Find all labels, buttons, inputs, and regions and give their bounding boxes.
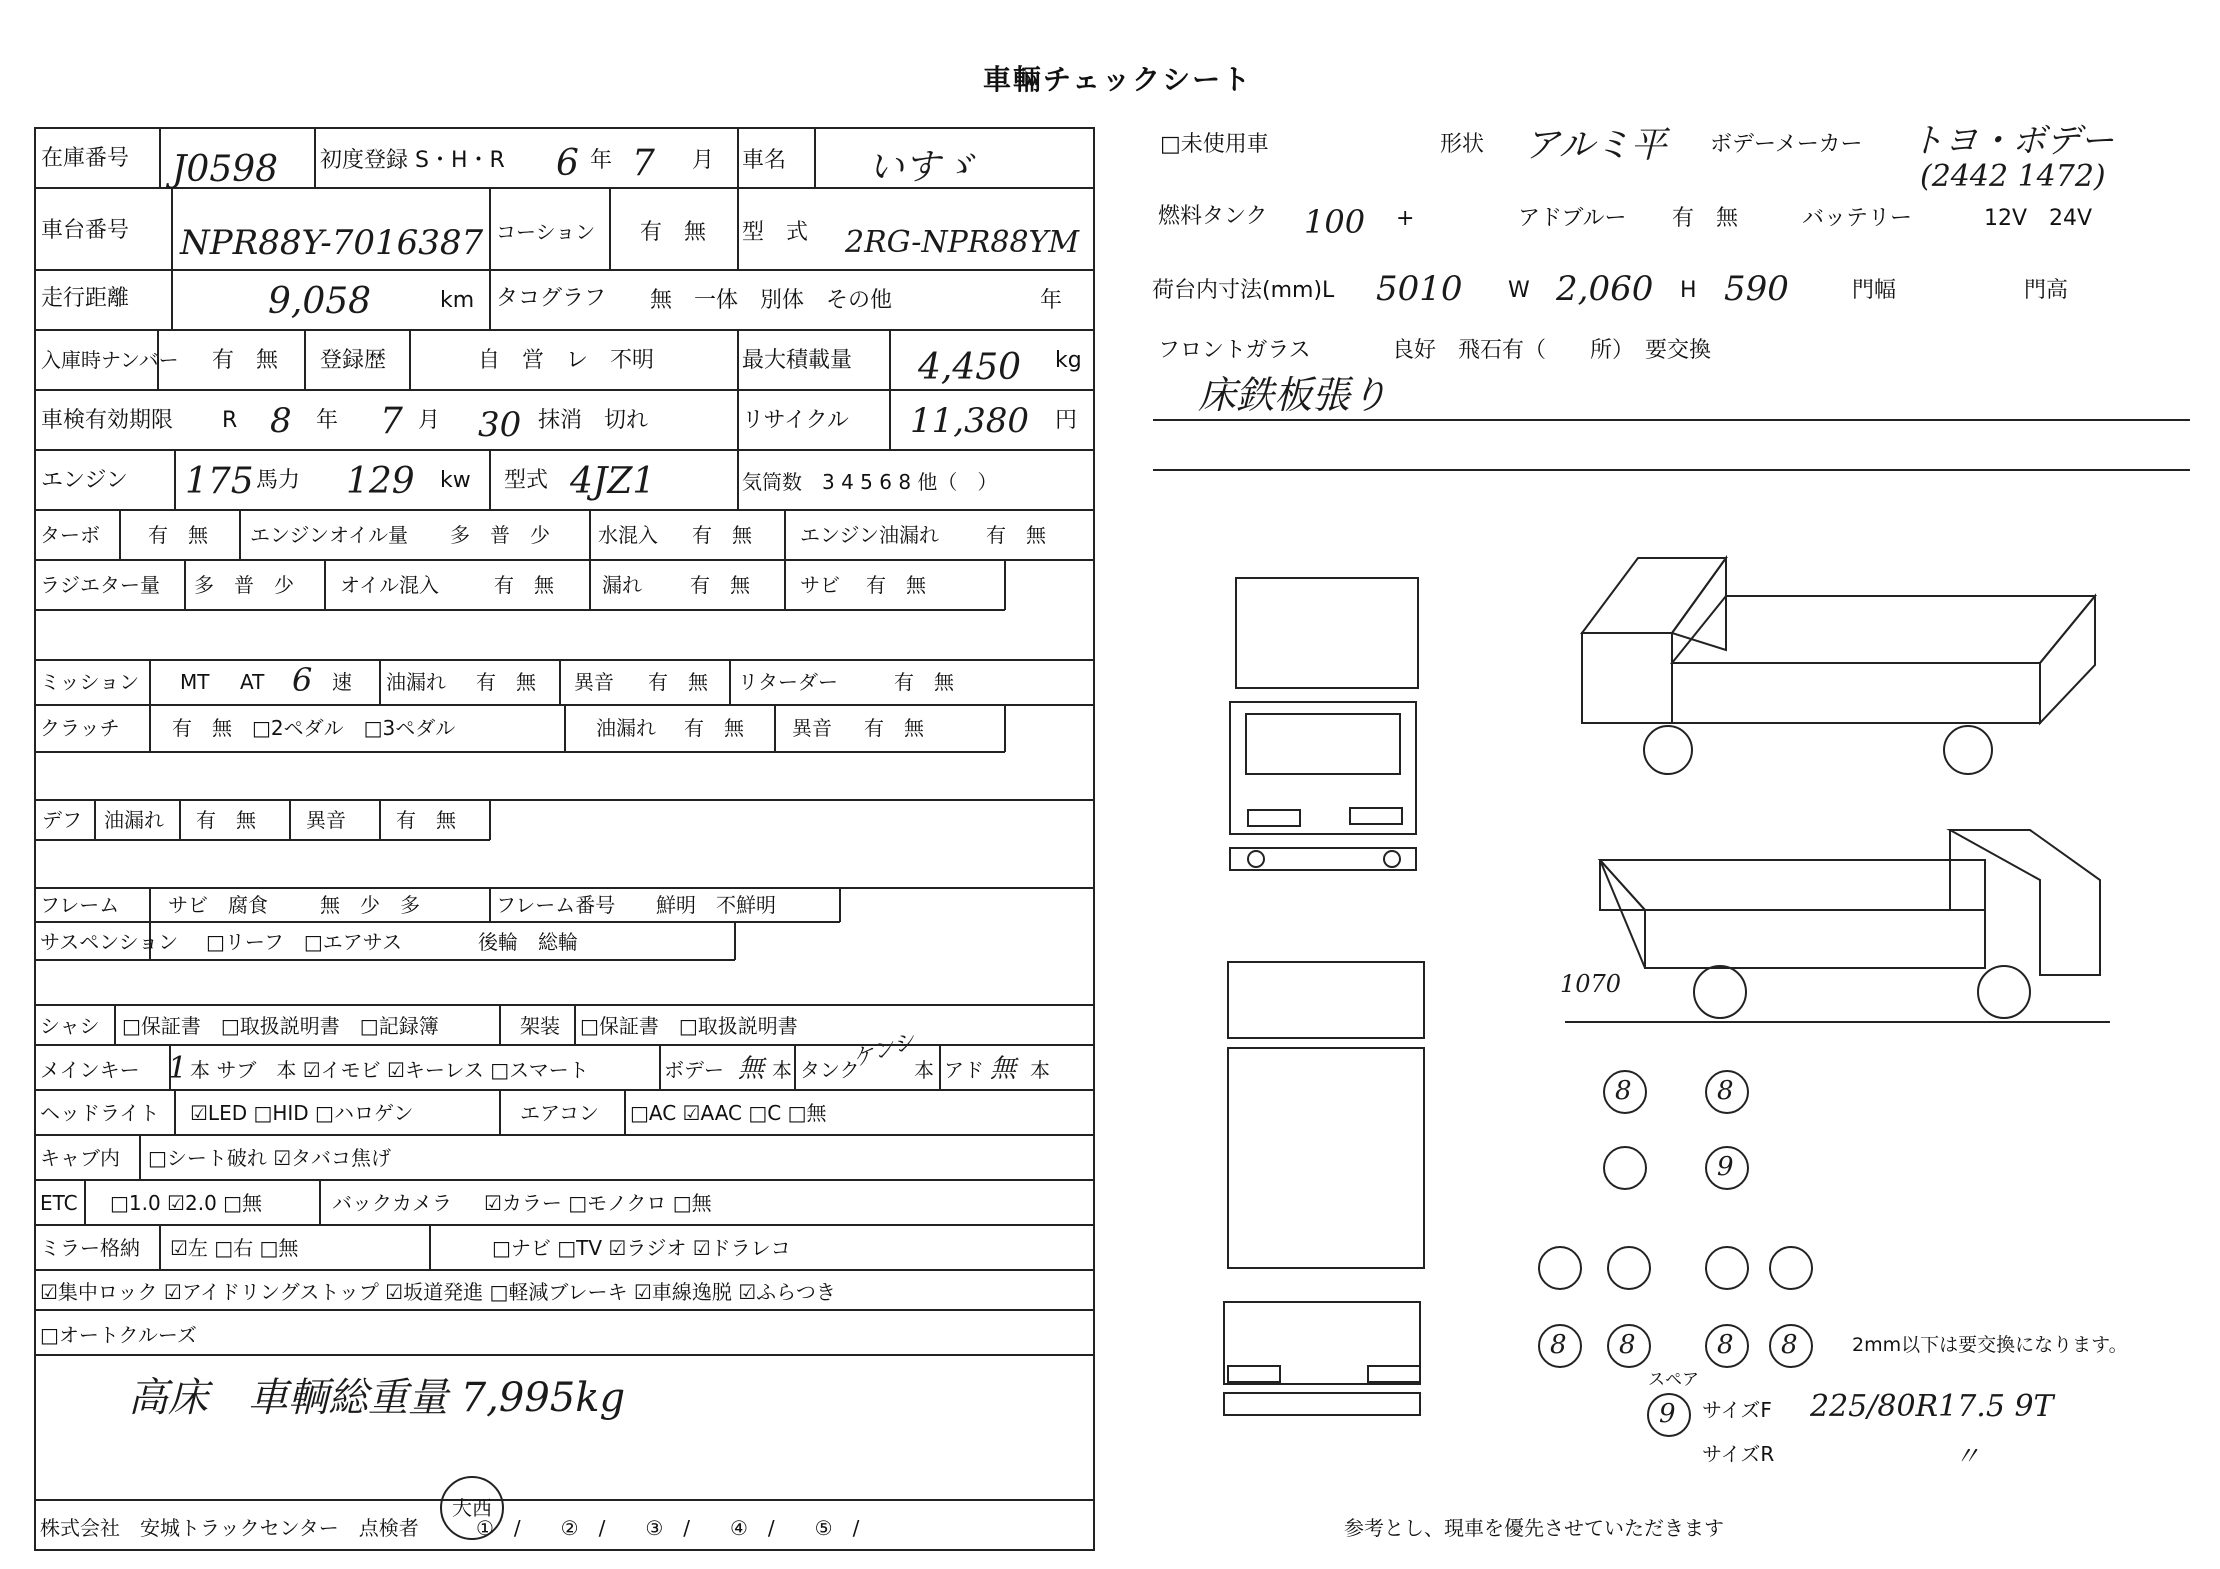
tire-fr-inner: 9 xyxy=(1717,1152,1734,1182)
engine-model-value: 4JZ1 xyxy=(570,461,656,502)
tire-rr-2: 8 xyxy=(1781,1330,1798,1360)
turbo-label: ターボ xyxy=(40,523,100,547)
backcam-label: バックカメラ xyxy=(332,1191,452,1215)
body-key-unit: 本 xyxy=(772,1058,792,1082)
dims-l-value: 5010 xyxy=(1376,269,1463,309)
shape-value: アルミ平 xyxy=(1524,125,1667,166)
gate-width-label: 門幅 xyxy=(1852,278,1897,303)
tank-key-label: タンク xyxy=(800,1058,860,1082)
recycle-value: 11,380 xyxy=(910,401,1029,441)
body-maker-value: トヨ・ボデー xyxy=(1910,121,2114,161)
oil-mix-options: 有 無 xyxy=(494,573,554,597)
diff-noise-label: 異音 xyxy=(306,808,346,832)
clutch-label: クラッチ xyxy=(40,716,120,740)
mileage-label: 走行距離 xyxy=(41,286,130,311)
key-options: 本 サブ 本 ☑イモビ ☑キーレス □スマート xyxy=(190,1058,589,1082)
dims-h-value: 590 xyxy=(1724,269,1789,309)
ac-options: □AC ☑AAC □C □無 xyxy=(630,1101,827,1125)
first-reg-year: 6 xyxy=(556,143,579,184)
audio-options: □ナビ □TV ☑ラジオ ☑ドラレコ xyxy=(492,1236,791,1260)
bed-height-value: 1070 xyxy=(1560,970,1622,998)
mirror-options: ☑左 □右 □無 xyxy=(170,1236,299,1260)
cruise-options: □オートクルーズ xyxy=(40,1323,197,1347)
rust-options: 有 無 xyxy=(866,573,926,597)
max-load-value: 4,450 xyxy=(918,347,1022,388)
tire-spare: 9 xyxy=(1659,1399,1676,1429)
ad-key-unit: 本 xyxy=(1030,1058,1050,1082)
footer-note: 参考とし、現車を優先させていただきます xyxy=(1344,1516,1724,1540)
shape-label: 形状 xyxy=(1440,132,1485,157)
cab-label: キャブ内 xyxy=(40,1146,120,1170)
recycle-label: リサイクル xyxy=(742,408,849,433)
oil-qty-options: 多 普 少 xyxy=(450,523,550,547)
sheet-title: 車輛チェックシート xyxy=(983,63,1253,96)
car-name-label: 車名 xyxy=(742,148,787,173)
inspection-year: 8 xyxy=(270,401,292,441)
inspection-label: 車検有効期限 xyxy=(41,408,174,433)
car-name-value: いすゞ xyxy=(868,147,977,188)
chassis-doc-label: シャシ xyxy=(40,1014,100,1038)
body-key-value: 無 xyxy=(738,1054,765,1084)
diff-noise-options: 有 無 xyxy=(396,808,456,832)
frame-label: フレーム xyxy=(40,893,120,917)
dims-label: 荷台内寸法(mm)L xyxy=(1152,278,1335,303)
stock-no-label: 在庫番号 xyxy=(41,146,130,171)
turbo-options: 有 無 xyxy=(148,523,208,547)
coating-options: 有 無 xyxy=(640,220,707,245)
frame-rust-options: 無 少 多 xyxy=(320,893,420,917)
front-glass-options: 良好 飛石有（ 所） 要交換 xyxy=(1392,338,1712,363)
oil-qty-label: エンジンオイル量 xyxy=(250,523,408,547)
front-glass-label: フロントガラス xyxy=(1158,338,1311,363)
engine-leak-label: エンジン油漏れ xyxy=(800,523,939,547)
max-load-label: 最大積載量 xyxy=(742,348,853,373)
tire-fr-outer: 8 xyxy=(1717,1076,1734,1106)
adblue-options: 有 無 xyxy=(1672,206,1739,231)
inspection-options: 抹消 切れ xyxy=(538,408,649,433)
first-reg-month: 7 xyxy=(632,143,655,184)
water-label: 水混入 xyxy=(598,523,658,547)
size-f-value: 225/80R17.5 9T xyxy=(1810,1389,2054,1424)
inspection-year-char: 年 xyxy=(316,408,339,433)
coating-label: コーション xyxy=(496,220,596,244)
equipment-options: ☑集中ロック ☑アイドリングストップ ☑坂道発進 □軽減ブレーキ ☑車線逸脱 ☑ふらつき xyxy=(40,1280,836,1304)
chassis-doc-options: □保証書 □取扱説明書 □記録簿 xyxy=(122,1014,439,1038)
retarder-options: 有 無 xyxy=(894,670,954,694)
cab-options: □シート破れ ☑タバコ焦げ xyxy=(148,1146,391,1170)
mission-leak-label: 油漏れ xyxy=(386,670,446,694)
engine-hp: 175 xyxy=(185,461,254,502)
ac-label: エアコン xyxy=(520,1101,599,1125)
mission-at: AT xyxy=(240,670,265,694)
inspection-month-char: 月 xyxy=(418,408,441,433)
inspector-seal-text: 大西 xyxy=(452,1496,492,1520)
tacho-label: タコグラフ xyxy=(496,286,607,311)
body-key-label: ボデー xyxy=(664,1058,724,1082)
mission-speed: 6 xyxy=(292,661,313,699)
first-reg-label: 初度登録 S・H・R xyxy=(320,148,505,173)
rust-label: サビ xyxy=(800,573,840,597)
gate-height-label: 門高 xyxy=(2024,278,2069,303)
engine-model-label: 型式 xyxy=(504,468,549,493)
key-label: メインキー xyxy=(40,1058,140,1082)
tire-rr-1: 8 xyxy=(1717,1330,1734,1360)
km-unit: km xyxy=(440,288,475,313)
suspension-label: サスペンション xyxy=(40,930,179,954)
mirror-label: ミラー格納 xyxy=(40,1236,140,1260)
inspection-month: 7 xyxy=(380,401,403,442)
clutch-options: 有 無 □2ペダル □3ペダル xyxy=(172,716,456,740)
body-maker-number: (2442 1472) xyxy=(1920,159,2106,194)
mission-mt: MT xyxy=(180,670,210,694)
inspection-day: 30 xyxy=(478,405,522,445)
speed-char: 速 xyxy=(332,670,352,694)
body-doc-label: 架装 xyxy=(520,1014,560,1038)
spare-label: スペア xyxy=(1648,1370,1699,1390)
yen-unit: 円 xyxy=(1055,408,1078,433)
mission-noise-options: 有 無 xyxy=(648,670,708,694)
retarder-label: リターダー xyxy=(738,670,838,694)
mission-noise-label: 異音 xyxy=(574,670,614,694)
tire-rl-2: 8 xyxy=(1619,1330,1636,1360)
clutch-leak-options: 有 無 xyxy=(684,716,744,740)
suspension-axle: 後輪 総輪 xyxy=(478,930,578,954)
company-label: 株式会社 安城トラックセンター 点検者 xyxy=(40,1516,419,1540)
kg-unit: kg xyxy=(1055,348,1082,373)
fuel-label: 燃料タンク xyxy=(1158,204,1268,229)
oil-mix-label: オイル混入 xyxy=(340,573,439,597)
size-r-label: サイズR xyxy=(1702,1442,1775,1466)
chassis-label: 車台番号 xyxy=(41,218,130,243)
month-char: 月 xyxy=(692,148,715,173)
body-maker-label: ボデーメーカー xyxy=(1710,132,1863,157)
plate-label: 入庫時ナンバー xyxy=(41,348,179,372)
size-f-label: サイズF xyxy=(1702,1398,1772,1422)
diff-leak-label: 油漏れ xyxy=(104,808,164,832)
unused-vehicle-checkbox: □未使用車 xyxy=(1160,132,1269,157)
etc-options: □1.0 ☑2.0 □無 xyxy=(110,1191,263,1215)
truck-diagram xyxy=(1224,558,2100,1436)
reg-history-label: 登録歴 xyxy=(320,348,387,373)
stock-no-value: J0598 xyxy=(172,149,279,190)
dims-w-value: 2,060 xyxy=(1556,269,1654,309)
tacho-year: 年 xyxy=(1040,288,1063,313)
key-count: 1 xyxy=(168,1051,188,1086)
tank-key-value: ケンシ xyxy=(849,1028,919,1073)
headlight-options: ☑LED □HID □ハロゲン xyxy=(190,1101,414,1125)
frame-no-label: フレーム番号 xyxy=(496,893,616,917)
cylinder-options: 気筒数 3 4 5 6 8 他（ ） xyxy=(742,470,998,494)
model-value: 2RG-NPR88YM xyxy=(845,225,1080,260)
fuel-value: 100 xyxy=(1304,203,1366,241)
ad-key-value: 無 xyxy=(990,1054,1017,1084)
chassis-no-value: NPR88Y-7016387 xyxy=(180,223,484,263)
clutch-noise-options: 有 無 xyxy=(864,716,924,740)
ad-key-label: アド xyxy=(944,1058,984,1082)
tank-key-unit: 本 xyxy=(914,1058,934,1082)
model-label: 型 式 xyxy=(742,220,809,245)
clutch-leak-label: 油漏れ xyxy=(596,716,656,740)
mission-label: ミッション xyxy=(40,670,140,694)
tacho-options: 無 一体 別体 その他 xyxy=(650,288,893,313)
mission-leak-options: 有 無 xyxy=(476,670,536,694)
water-options: 有 無 xyxy=(692,523,752,547)
radiator-label: ラジエター量 xyxy=(40,573,160,597)
inspector-slots: ① / ② / ③ / ④ / ⑤ / xyxy=(476,1516,860,1540)
etc-label: ETC xyxy=(40,1191,78,1215)
dims-h-label: H xyxy=(1680,278,1697,303)
engine-label: エンジン xyxy=(41,468,128,493)
mileage-value: 9,058 xyxy=(268,281,372,322)
backcam-options: ☑カラー □モノクロ □無 xyxy=(484,1191,712,1215)
year-char: 年 xyxy=(590,148,613,173)
leak-options: 有 無 xyxy=(690,573,750,597)
battery-label: バッテリー xyxy=(1802,206,1913,231)
fuel-plus: + xyxy=(1396,206,1415,231)
diff-label: デフ xyxy=(42,808,82,832)
dims-w-label: W xyxy=(1508,278,1530,303)
bed-note: 床鉄板張り xyxy=(1198,373,1389,417)
frame-no-options: 鮮明 不鮮明 xyxy=(656,893,776,917)
kw-unit: kw xyxy=(440,468,471,493)
engine-kw: 129 xyxy=(346,461,415,502)
body-doc-options: □保証書 □取扱説明書 xyxy=(580,1014,798,1038)
radiator-options: 多 普 少 xyxy=(194,573,294,597)
battery-options: 12V 24V xyxy=(1984,206,2093,231)
engine-leak-options: 有 無 xyxy=(986,523,1046,547)
suspension-options: □リーフ □エアサス xyxy=(206,930,402,954)
tire-fl-outer: 8 xyxy=(1615,1076,1632,1106)
tire-rl-1: 8 xyxy=(1550,1330,1567,1360)
tire-note: 2mm以下は要交換になります。 xyxy=(1852,1334,2128,1356)
leak-label: 漏れ xyxy=(602,573,642,597)
handwritten-note: 高床 車輌総重量 7,995kg xyxy=(128,1375,626,1421)
diff-leak-options: 有 無 xyxy=(196,808,256,832)
headlight-label: ヘッドライト xyxy=(40,1101,160,1125)
adblue-label: アドブルー xyxy=(1518,206,1627,231)
plate-options: 有 無 xyxy=(212,348,279,373)
inspection-era: R xyxy=(222,408,238,433)
clutch-noise-label: 異音 xyxy=(792,716,832,740)
size-r-value: 〃 xyxy=(1954,1442,1981,1472)
reg-history-options: 自 営 レ 不明 xyxy=(478,348,655,373)
frame-rust-label: サビ 腐食 xyxy=(168,893,268,917)
hp-unit: 馬力 xyxy=(256,468,301,493)
